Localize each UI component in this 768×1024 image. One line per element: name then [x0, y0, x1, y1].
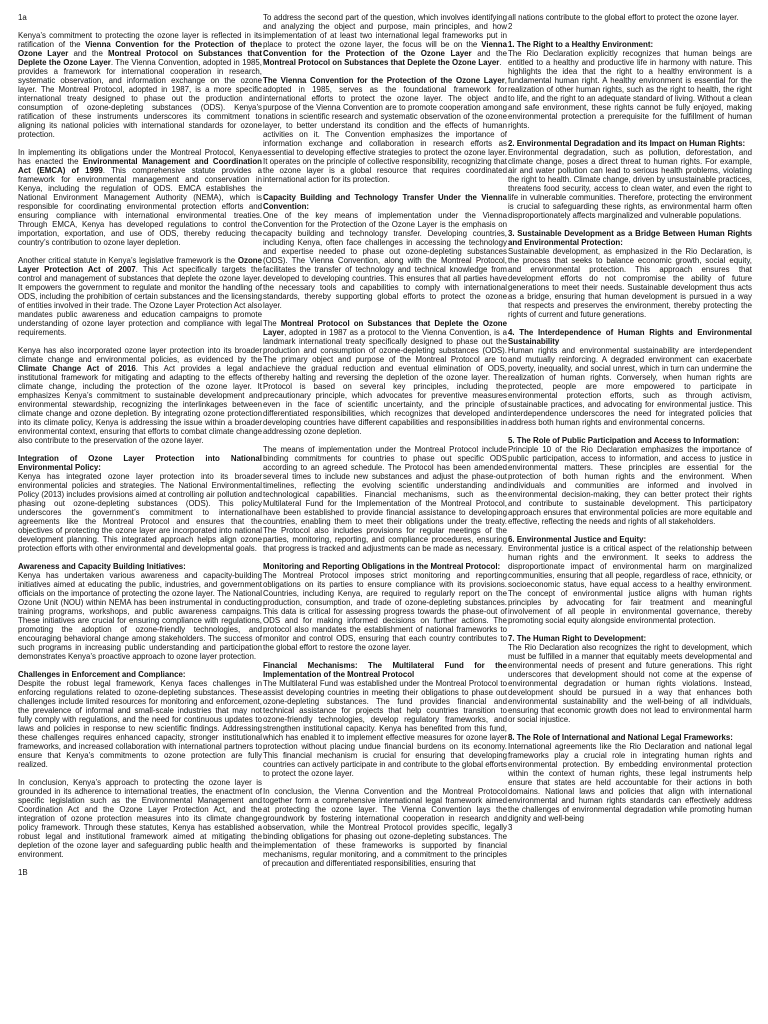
heading-legal-frameworks: 8. The Role of International and National Legal Frameworks:	[508, 733, 733, 742]
paragraph-right-healthy-environment: The Rio Declaration explicitly recognizes that human beings are entitled to a healthy and productive life in harmony with nature. This highlights the idea that the right to a healthy environment is a fundamental human right. A healthy environment is essential for the realization of other human rights, such as the right to health, the right to life, and the right to an adequate standard of living. Without a clean and safe environment, these rights cannot be fully enjoyed, making environmental protection a prerequisite for the fulfillment of human rights.	[508, 49, 752, 130]
page-number-1a: 1a	[18, 13, 27, 22]
paragraph-financial-mechanisms: The Multilateral Fund was established under the Montreal Protocol to assist developing countries in meeting their obligations to phase out ozone-depleting substances. The fund provides financial and technical assistance for projects that help countries transition to ozone-friendly technologies, develop regulatory frameworks, and strengthen institutional capacity. Kenya has benefited from this fund, which has enabled it to implement effective measures for ozone layer protection without placing undue financial burdens on its economy. This financial mechanism is crucial for ensuring that developing countries can actively participate in and contribute to the global efforts to protect the ozone layer.	[263, 679, 507, 778]
page-number-3: 3	[508, 823, 513, 832]
page-number-1b: 1B	[18, 868, 28, 877]
paragraph-continuation: all nations contribute to the global effort to protect the ozone layer.	[508, 13, 739, 22]
heading-right-healthy-environment: 1. The Right to a Healthy Environment:	[508, 40, 654, 49]
paragraph-degradation: Environmental degradation, such as pollution, deforestation, and climate change, poses a direct threat to human rights. For example, air and water pollution can lead to serious health problems, violating the right to health. Climate change, driven by unsustainable practices, threatens food security, access to clean water, and even the right to life in vulnerable communities. Therefore, protecting the environment is crucial to safeguarding these rights, as environmental harm often disproportionately affects marginalized and vulnerable populations.	[508, 148, 752, 220]
column-right	[508, 13, 752, 841]
paragraph-monitoring: The Montreal Protocol imposes strict monitoring and reporting obligations on its parties to ensure compliance with its provisions. Countries, including Kenya, are required to regularly report on the production, consumption, and trade of ozone-depleting substances. This data is critical for assessing progress towards the phase-out of ODS and for making informed decisions on further actions. The protocol also mandates the establishment of national frameworks to monitor and control ODS, ensuring that each country contributes to the global effort to restore the ozone layer.	[263, 571, 507, 652]
paragraph-capacity-building: One of the key means of implementation under the Vienna Convention for the Protection of the Ozone Layer is the emphasis on capacity building and technology transfer. Developing countries, including Kenya, often face challenges in accessing the technology and expertise needed to phase out ozone-depleting substances (ODS). The Vienna Convention, along with the Montreal Protocol, facilitates the transfer of technology and technical knowledge from developed to developing countries. This ensures that all parties have the necessary tools and capabilities to comply with international standards, thereby supporting global efforts to protect the ozone layer.	[263, 211, 507, 310]
heading-challenges: Challenges in Enforcement and Compliance:	[18, 670, 186, 679]
paragraph-second-part-intro: To address the second part of the question, which involves identifying and analyzing the object and purpose, main principles, and how implementation of at least two international legal frameworks put in place to protect the ozone layer, the focus will be on the Vienna Convention for the Protection of the Ozone Layer and the Montreal Protocol on Substances that Deplete the Ozone Layer.	[263, 13, 507, 67]
heading-awareness: Awareness and Capacity Building Initiatives:	[18, 562, 186, 571]
paragraph-ozone-act: Another critical statute in Kenya’s legislative framework is the Ozone Layer Protection Act of 2007. This Act specifically targets the control and management of substances that deplete the ozone layer. It empowers the government to regulate and monitor the handling of ODS, including the prohibition of certain substances and the licensing of entities involved in their trade. The Ozone Layer Protection Act also mandates public awareness and education campaigns to promote understanding of ozone layer protection and compliance with legal requirements.	[18, 256, 263, 337]
column-middle	[263, 13, 507, 877]
heading-integration: Integration of Ozone Layer Protection into National Environmental Policy:	[18, 454, 262, 472]
heading-monitoring: Monitoring and Reporting Obligations in the Montreal Protocol:	[263, 562, 501, 571]
heading-sustainable-development: 3. Sustainable Development as a Bridge Between Human Rights and Environmental Protection:	[508, 229, 752, 247]
paragraph-public-participation: Principle 10 of the Rio Declaration emphasizes the importance of public participation, access to information, and access to justice in environmental matters. These principles are essential for the protection of both human rights and the environment. When individuals and communities are informed and involved in environmental decision-making, they can better protect their rights and contribute to sustainable development. This participatory approach ensures that environmental policies are more equitable and effective, reflecting the needs and rights of all stakeholders.	[508, 445, 752, 526]
paragraph-integration: Kenya has integrated ozone layer protection into its broader environmental policies and strategies. The National Environmental Policy (2013) includes provisions aimed at controlling air pollution and phasing out ozone-depleting substances (ODS). This policy underscores the government’s commitment to international agreements like the Montreal Protocol and ensures that the objectives of protecting the ozone layer are incorporated into national development planning. This integrated approach helps align ozone protection efforts with other environmental and developmental goals.	[18, 472, 262, 553]
paragraph-climate-act: Kenya has also incorporated ozone layer protection into its broader climate change and environmental policies, as evidenced by the Climate Change Act of 2016. This Act provides a legal and institutional framework for mitigating and adapting to the effects of climate change, including the protection of the ozone layer. It emphasizes Kenya’s commitment to sustainable development and environmental stewardship, recognizing the interlinkages between climate change and ozone depletion. By integrating ozone protection into its climate policy, Kenya is addressing the issue within a broader environmental context, ensuring that efforts to combat climate change also contribute to the preservation of the ozone layer.	[18, 346, 262, 445]
heading-interdependence: 4. The Interdependence of Human Rights and Environmental Sustainability	[508, 328, 752, 346]
column-left	[18, 13, 262, 886]
paragraph-environmental-justice: Environmental justice is a critical aspect of the relationship between human rights and the environment. It seeks to address the disproportionate impact of environmental harm on marginalized communities, ensuring that all people, regardless of race, ethnicity, or socioeconomic status, have equal access to a healthy environment. The concept of environmental justice aligns with human rights principles by advocating for fair treatment and meaningful involvement of all people in environmental governance, thereby promoting social equity alongside environmental protection.	[508, 544, 752, 625]
paragraph-treaty-ratification: Kenya’s commitment to protecting the ozone layer is reflected in its ratification of the Vienna Convention for the Protection of the Ozone Layer and the Montreal Protocol on Substances that Deplete the Ozone Layer. The Vienna Convention, adopted in 1985, provides a framework for international cooperation in research, systematic observation, and information exchange on the ozone layer. The Montreal Protocol, adopted in 1987, is a more specific international treaty designed to phase out the production and consumption of ozone-depleting substances (ODS). Kenya’s ratification of these instruments underscores its commitment to aligning its national policies with international standards for ozone protection.	[18, 31, 263, 139]
paragraph-conclusion-1: In conclusion, Kenya’s approach to protecting the ozone layer is grounded in its adherence to international treaties, the enactment of specific legislation such as the Environmental Management and Coordination Act and the Ozone Layer Protection Act, and the integration of ozone protection measures into its climate change policy framework. Through these statutes, Kenya has established a robust legal and institutional framework aimed at mitigating the depletion of the ozone layer and safeguarding public health and the environment.	[18, 778, 262, 859]
paragraph-right-to-development: The Rio Declaration also recognizes the right to development, which must be fulfilled in a manner that equitably meets developmental and environmental needs of present and future generations. This right underscores that development should not come at the expense of environmental degradation or human rights violations. Instead, development should be pursued in a way that enhances both environmental sustainability and the well-being of all individuals, ensuring that economic growth does not lead to environmental harm or social injustice.	[508, 643, 752, 724]
heading-right-to-development: 7. The Human Right to Development:	[508, 634, 647, 643]
paragraph-montreal-protocol: The Montreal Protocol on Substances that Deplete the Ozone Layer, adopted in 1987 as a protocol to the Vienna Convention, is a landmark international treaty specifically designed to phase out the production and consumption of ozone-depleting substances (ODS). The primary object and purpose of the Montreal Protocol are to achieve the gradual reduction and eventual elimination of ODS, thereby halting and reversing the depletion of the ozone layer. The Protocol is based on several key principles, including the precautionary principle, which advocates for preventive measures even in the face of scientific uncertainty, and the principle of differentiated responsibilities, which recognizes that developed and developing countries have different capabilities and responsibilities in addressing ozone depletion.	[263, 319, 507, 436]
paragraph-emca: In implementing its obligations under the Montreal Protocol, Kenya has enacted the Environmental Management and Coordination Act (EMCA) of 1999. This comprehensive statute provides a framework for environmental management and conservation in Kenya, including the regulation of ODS. EMCA establishes the National Environment Management Authority (NEMA), which is responsible for coordinating environmental protection efforts and ensuring compliance with international environmental treaties. Through EMCA, Kenya has developed regulations to control the importation, exportation, and use of ODS, thereby reducing the country’s contribution to ozone layer depletion.	[18, 148, 263, 247]
paragraph-challenges: Despite the robust legal framework, Kenya faces challenges in enforcing regulations related to ozone-depleting substances. These challenges include limited resources for monitoring and enforcement, the prevalence of informal and small-scale industries that may not fully comply with regulations, and the need for continuous updates to laws and policies in response to new scientific findings. Addressing these challenges requires enhanced capacity, stronger institutional frameworks, and increased collaboration with international partners to ensure that Kenya’s commitments to ozone protection are fully realized.	[18, 679, 262, 769]
heading-environmental-justice: 6. Environmental Justice and Equity:	[508, 535, 647, 544]
paragraph-conclusion-2: In conclusion, the Vienna Convention and the Montreal Protocol together form a comprehensive international legal framework aimed at protecting the ozone layer. The Vienna Convention lays the groundwork by fostering international cooperation in research and observation, while the Montreal Protocol provides specific, legally binding obligations for phasing out ozone-depleting substances. The implementation of these frameworks is supported by financial mechanisms, regular monitoring, and a commitment to the principles of precaution and differentiated responsibilities, ensuring that	[263, 787, 507, 868]
paragraph-awareness: Kenya has undertaken various awareness and capacity-building initiatives aimed at educating the public, industries, and government officials on the importance of protecting the ozone layer. The National Ozone Unit (NOU) within NEMA has been instrumental in conducting training programs, workshops, and public awareness campaigns. These initiatives are crucial for ensuring compliance with regulations, promoting the adoption of ozone-friendly technologies, and encouraging behavioral change among stakeholders. The success of such programs in increasing public understanding and participation demonstrates Kenya’s proactive approach to ozone layer protection.	[18, 571, 262, 661]
paragraph-sustainable-development: Sustainable development, as emphasized in the Rio Declaration, is the process that seeks to balance economic growth, social equity, and environmental protection. This approach ensures that development efforts do not compromise the ability of future generations to meet their needs. Sustainable development thus acts as a bridge, ensuring that human development is pursued in a way that respects and preserves the environment, thereby protecting the rights of current and future generations.	[508, 247, 752, 319]
heading-capacity-building: Capacity Building and Technology Transfer Under the Vienna Convention:	[263, 193, 507, 211]
heading-public-participation: 5. The Role of Public Participation and Access to Information:	[508, 436, 740, 445]
heading-financial-mechanisms: Financial Mechanisms: The Multilateral Fund for the Implementation of the Montreal Protocol	[263, 661, 507, 679]
paragraph-legal-frameworks: International agreements like the Rio Declaration and national legal frameworks play a crucial role in integrating human rights and environmental protection. By embedding environmental protection within the context of human rights, these legal instruments help ensure that states are held accountable for their actions in both domains. National laws and policies that align with international environmental and human rights standards can effectively address the challenges of environmental degradation while promoting human dignity and well-being	[508, 742, 752, 823]
paragraph-means-of-implementation: The means of implementation under the Montreal Protocol include binding commitments for countries to phase out specific ODS according to an agreed schedule. The Protocol has been amended several times to include new substances and adjust the phase-out timelines, reflecting the evolving scientific understanding and technological capabilities. Financial mechanisms, such as the Multilateral Fund for the Implementation of the Montreal Protocol, have been established to provide financial assistance to developing countries, enabling them to meet their obligations under the treaty. The Protocol also includes provisions for regular meetings of the parties, monitoring, reporting, and compliance procedures, ensuring that progress is tracked and adjustments can be made as necessary.	[263, 445, 507, 553]
heading-degradation: 2. Environmental Degradation and its Impact on Human Rights:	[508, 139, 746, 148]
paragraph-vienna-convention: The Vienna Convention for the Protection of the Ozone Layer, adopted in 1985, serves as the foundational framework for international efforts to protect the ozone layer. The object and purpose of the Vienna Convention are to promote cooperation among nations in scientific research and systematic observation of the ozone layer, to better understand its condition and the effects of human activities on it. The Convention emphasizes the importance of information exchange and collaboration in research efforts as essential to developing effective strategies to protect the ozone layer. It operates on the principle of collective responsibility, recognizing that the ozone layer is a global resource that requires coordinated international action for its protection.	[263, 76, 507, 184]
paragraph-interdependence: Human rights and environmental sustainability are interdependent and mutually reinforcing. A degraded environment can exacerbate poverty, inequality, and social unrest, which in turn can undermine the realization of human rights. Conversely, when human rights are protected, people are more empowered to participate in environmental protection efforts, such as through activism, sustainable practices, and advocating for environmental justice. This interdependence underscores the need for integrated policies that address both human rights and environmental concerns.	[508, 346, 752, 427]
page-number-2: 2	[508, 22, 513, 31]
